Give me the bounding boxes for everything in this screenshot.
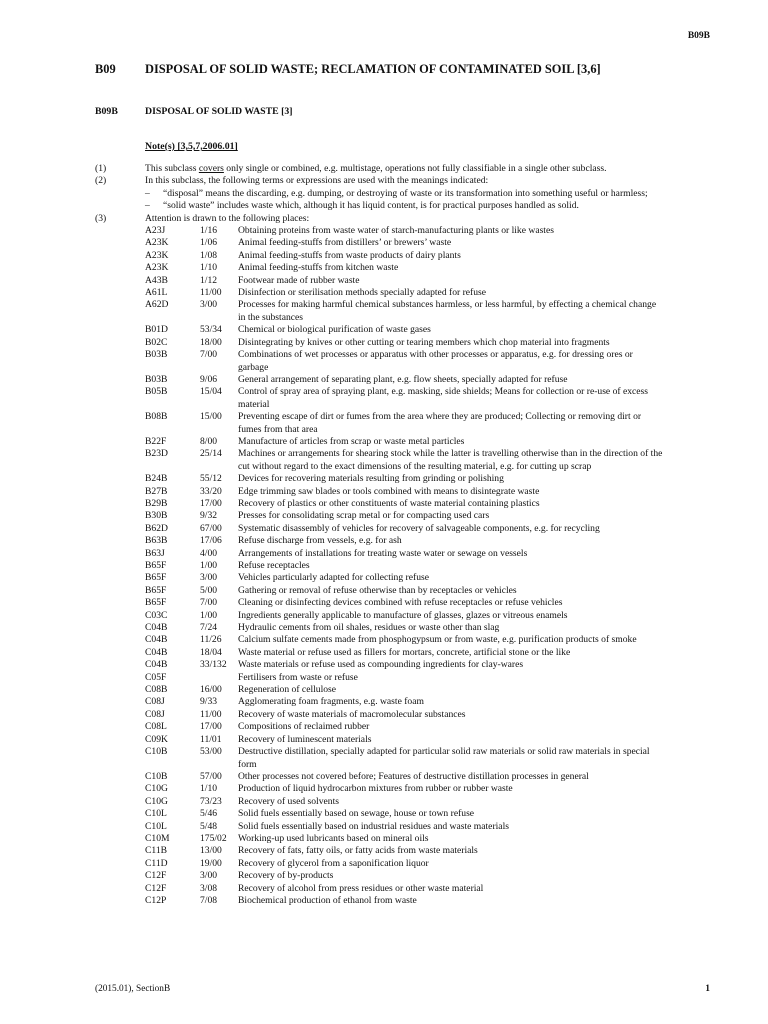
reference-group: 1/12: [200, 274, 218, 286]
reference-group-cell: [179, 262, 238, 274]
reference-symbol: B08B: [145, 411, 168, 423]
reference-symbol: C11D: [145, 857, 168, 869]
reference-description: Refuse receptacles: [238, 560, 310, 571]
reference-table: [145, 225, 665, 907]
reference-row: [145, 560, 665, 572]
reference-group: 5/00: [200, 584, 218, 596]
reference-row: [145, 299, 665, 324]
reference-symbol: C10B: [145, 770, 168, 782]
reference-group: 5/48: [200, 820, 218, 832]
reference-group-cell: [179, 647, 238, 659]
reference-symbol: B29B: [145, 497, 168, 509]
reference-row: [145, 448, 665, 473]
reference-group: 18/04: [200, 646, 222, 658]
reference-row: [145, 610, 665, 622]
reference-row: [145, 696, 665, 708]
reference-description: Regeneration of cellulose: [238, 684, 337, 696]
reference-group-cell: [179, 610, 238, 622]
reference-group: 1/00: [200, 609, 218, 621]
reference-symbol: B05B: [145, 386, 168, 398]
reference-row: [145, 647, 665, 659]
page-header-code: B09B: [687, 31, 710, 41]
reference-group: 175/02: [200, 832, 227, 844]
reference-description: Disinfection or sterilisation methods specially adapted for refuse: [238, 287, 487, 299]
reference-group: 17/06: [200, 535, 222, 547]
reference-description: Recovery of used solvents: [238, 795, 339, 807]
reference-group: 17/00: [200, 721, 222, 733]
reference-group-cell: [179, 721, 238, 733]
reference-row: [145, 535, 665, 547]
reference-group: 11/01: [200, 733, 222, 745]
reference-group-cell: [179, 324, 238, 336]
reference-row: [145, 473, 665, 485]
note-text: In this subclass, the following terms or expressions are used with the meanings indicated:: [145, 175, 489, 187]
reference-description: Animal feeding-stuffs from distillers’ or brewers’ waste: [238, 237, 452, 249]
reference-symbol: C12F: [145, 882, 167, 894]
reference-row: [145, 808, 665, 820]
reference-group-cell: [179, 548, 238, 560]
reference-group: 11/00: [200, 287, 222, 299]
reference-symbol: C08L: [145, 721, 167, 733]
reference-description: Solid fuels essentially based on industrial residues and waste materials: [238, 820, 509, 832]
reference-description: Recovery of glycerol from a saponification liquor: [238, 857, 429, 869]
reference-group: 7/00: [200, 597, 218, 609]
reference-symbol: A23J: [145, 225, 166, 237]
reference-group: 3/08: [200, 882, 218, 894]
reference-group-cell: [179, 250, 238, 262]
reference-symbol: C11B: [145, 845, 168, 857]
reference-group-cell: [179, 386, 238, 411]
reference-description: Other processes not covered before; Features of destructive distillation processes in general: [238, 770, 589, 782]
note-1: [95, 163, 715, 175]
note-number: (1): [95, 163, 107, 174]
reference-description: Refuse discharge from vessels, e.g. for ash: [238, 535, 402, 547]
reference-group-cell: [179, 709, 238, 721]
reference-row: [145, 225, 665, 237]
reference-symbol: C08B: [145, 684, 168, 696]
reference-row: [145, 734, 665, 746]
class-title: DISPOSAL OF SOLID WASTE; RECLAMATION OF CONTAMINATED SOIL [3,6]: [145, 62, 601, 76]
reference-row: [145, 275, 665, 287]
reference-group: 5/46: [200, 808, 218, 820]
reference-symbol: B03B: [145, 349, 168, 361]
reference-group-cell: [179, 845, 238, 857]
reference-description: Edge trimming saw blades or tools combined with means to disintegrate waste: [238, 485, 540, 497]
reference-symbol: C10B: [145, 746, 168, 758]
reference-row: [145, 498, 665, 510]
reference-group: 17/00: [200, 497, 222, 509]
reference-row: [145, 510, 665, 522]
reference-group: 33/132: [200, 659, 227, 671]
reference-group-cell: [179, 821, 238, 833]
reference-description: Manufacture of articles from scrap or waste metal particles: [238, 435, 465, 447]
reference-description: Processes for making harmful chemical substances harmless, or less harmful, by effecting a chemical change in the substances: [238, 299, 657, 323]
reference-symbol: C04B: [145, 659, 168, 671]
reference-group: 33/20: [200, 485, 222, 497]
reference-symbol: C10M: [145, 832, 170, 844]
reference-group: 18/00: [200, 336, 222, 348]
reference-group-cell: [179, 411, 238, 436]
reference-group: 16/00: [200, 684, 222, 696]
reference-row: [145, 349, 665, 374]
reference-row: [145, 523, 665, 535]
reference-symbol: A23K: [145, 249, 169, 261]
reference-description: Working-up used lubricants based on mineral oils: [238, 832, 429, 844]
reference-group-cell: [179, 597, 238, 609]
reference-group: 55/12: [200, 473, 222, 485]
reference-row: [145, 858, 665, 870]
class-heading: [95, 63, 601, 75]
reference-row: [145, 870, 665, 882]
reference-group-cell: [179, 734, 238, 746]
reference-row: [145, 386, 665, 411]
reference-symbol: C10G: [145, 783, 168, 795]
reference-symbol: B65F: [145, 584, 167, 596]
reference-description: Chemical or biological purification of waste gases: [238, 324, 431, 336]
note-keyword: covers: [198, 163, 224, 174]
reference-group: 73/23: [200, 795, 222, 807]
definition-text: “disposal” means the discarding, e.g. dumping, or destroying of waste or its transformation into something useful or harmless;: [163, 187, 648, 199]
reference-symbol: B65F: [145, 572, 167, 584]
reference-description: Vehicles particularly adapted for collecting refuse: [238, 572, 429, 584]
reference-symbol: C03C: [145, 609, 168, 621]
reference-group-cell: [179, 486, 238, 498]
reference-row: [145, 721, 665, 733]
reference-group: 67/00: [200, 522, 222, 534]
reference-row: [145, 250, 665, 262]
reference-row: [145, 324, 665, 336]
subclass-title: DISPOSAL OF SOLID WASTE [3]: [145, 106, 293, 117]
reference-description: Hydraulic cements from oil shales, residues or waste other than slag: [238, 622, 500, 634]
reference-group-cell: [179, 498, 238, 510]
note-text: Attention is drawn to the following places:: [145, 212, 310, 224]
reference-row: [145, 833, 665, 845]
reference-description: Disintegrating by knives or other cutting or tearing members which chop material into fragments: [238, 336, 610, 348]
reference-description: Recovery of waste materials of macromolecular substances: [238, 708, 466, 720]
reference-row: [145, 374, 665, 386]
subclass-code: B09B: [95, 106, 118, 117]
definition-text: “solid waste” includes waste which, although it has liquid content, is for practical purposes handled as solid.: [163, 200, 579, 212]
reference-description: Ingredients generally applicable to manufacture of glasses, glazes or vitreous enamels: [238, 609, 568, 621]
reference-row: [145, 585, 665, 597]
reference-group: 1/00: [200, 560, 218, 571]
reference-group: 4/00: [200, 547, 218, 559]
reference-symbol: B63B: [145, 535, 168, 547]
reference-description: Preventing escape of dirt or fumes from the area where they are produced; Collecting or removing dirt or fumes from that area: [238, 411, 642, 435]
note-number: (3): [95, 212, 107, 224]
reference-group-cell: [179, 237, 238, 249]
reference-group-cell: [179, 572, 238, 584]
reference-group: 3/00: [200, 572, 218, 584]
reference-group: 15/00: [200, 411, 222, 423]
reference-symbol: B24B: [145, 473, 168, 485]
reference-group-cell: [179, 895, 238, 907]
reference-description: Animal feeding-stuffs from kitchen waste: [238, 262, 399, 274]
reference-description: Systematic disassembly of vehicles for recovery of salvageable components, e.g. for recycling: [238, 522, 600, 534]
reference-group: 3/00: [200, 299, 218, 311]
reference-group: 9/32: [200, 510, 218, 522]
reference-group: 7/08: [200, 894, 218, 906]
reference-group-cell: [179, 696, 238, 708]
reference-group: 7/24: [200, 622, 218, 634]
reference-row: [145, 486, 665, 498]
reference-description: Cleaning or disinfecting devices combined with refuse receptacles or refuse vehicles: [238, 597, 563, 609]
reference-group: 1/10: [200, 783, 218, 795]
reference-row: [145, 783, 665, 795]
reference-group-cell: [179, 883, 238, 895]
note-number: (2): [95, 175, 107, 187]
reference-group: 1/06: [200, 237, 218, 249]
reference-group-cell: [179, 287, 238, 299]
reference-row: [145, 672, 665, 684]
reference-group-cell: [179, 299, 238, 324]
reference-group: 25/14: [200, 448, 222, 460]
reference-group-cell: [179, 560, 238, 572]
reference-description: Devices for recovering materials resulting from grinding or polishing: [238, 473, 504, 485]
subclass-heading: [95, 106, 293, 118]
reference-group: 53/00: [200, 746, 222, 758]
reference-group-cell: [179, 833, 238, 845]
reference-group-cell: [179, 535, 238, 547]
reference-symbol: A61L: [145, 287, 168, 299]
reference-symbol: B62D: [145, 522, 168, 534]
footer-page-number: 1: [705, 984, 710, 994]
reference-description: Solid fuels essentially based on sewage, house or town refuse: [238, 808, 475, 820]
reference-description: Recovery of by-products: [238, 870, 334, 882]
footer-edition: (2015.01), SectionB: [95, 984, 171, 994]
reference-description: Machines or arrangements for shearing stock while the latter is travelling otherwise than in the direction of the cut without regard to the exact dimensions of the resulting material, e.g. for cutting up scrap: [238, 448, 663, 472]
reference-group: 9/33: [200, 696, 218, 708]
reference-group: 11/00: [200, 708, 222, 720]
reference-row: [145, 411, 665, 436]
reference-row: [145, 436, 665, 448]
reference-description: Gathering or removal of refuse otherwise than by receptacles or vehicles: [238, 584, 517, 596]
reference-description: Waste materials or refuse used as compounding ingredients for clay-wares: [238, 659, 524, 671]
reference-symbol: B27B: [145, 485, 168, 497]
reference-description: Compositions of reclaimed rubber: [238, 721, 370, 733]
reference-symbol: B65F: [145, 597, 167, 609]
reference-row: [145, 771, 665, 783]
reference-symbol: C08J: [145, 708, 165, 720]
reference-group-cell: [179, 510, 238, 522]
reference-description: Agglomerating foam fragments, e.g. waste foam: [238, 696, 424, 708]
reference-group-cell: [179, 436, 238, 448]
reference-table-body: [145, 225, 665, 907]
reference-symbol: A23K: [145, 237, 169, 249]
note-text: This subclass: [145, 163, 199, 174]
reference-description: Destructive distillation, specially adapted for particular solid raw materials or solid raw materials in special form: [238, 746, 650, 770]
reference-description: Recovery of luminescent materials: [238, 733, 372, 745]
reference-description: Control of spray area of spraying plant, e.g. masking, side shields; Means for collection or re-use of excess material: [238, 386, 649, 410]
reference-symbol: C04B: [145, 622, 168, 634]
reference-group-cell: [179, 771, 238, 783]
reference-row: [145, 746, 665, 771]
reference-description: Recovery of plastics or other constituents of waste material containing plastics: [238, 497, 540, 509]
reference-row: [145, 634, 665, 646]
reference-description: Footwear made of rubber waste: [238, 274, 360, 286]
reference-symbol: A23K: [145, 262, 169, 274]
reference-row: [145, 883, 665, 895]
dash-bullet: –: [145, 200, 150, 212]
reference-group-cell: [179, 808, 238, 820]
reference-group-cell: [179, 796, 238, 808]
reference-group: 19/00: [200, 857, 222, 869]
reference-row: [145, 684, 665, 696]
notes-title: Note(s) [3,5,7,2006.01]: [145, 141, 238, 152]
reference-symbol: B02C: [145, 336, 168, 348]
reference-row: [145, 237, 665, 249]
reference-row: [145, 622, 665, 634]
reference-group-cell: [179, 672, 238, 684]
reference-group-cell: [179, 337, 238, 349]
reference-group-cell: [179, 684, 238, 696]
reference-symbol: C04B: [145, 634, 168, 646]
reference-group: 3/00: [200, 870, 218, 882]
reference-group-cell: [179, 448, 238, 473]
reference-symbol: C10G: [145, 795, 168, 807]
reference-description: Arrangements of installations for treating waste water or sewage on vessels: [238, 547, 528, 559]
reference-row: [145, 287, 665, 299]
reference-description: Presses for consolidating scrap metal or for compacting used cars: [238, 510, 490, 522]
reference-row: [145, 337, 665, 349]
reference-symbol: B63J: [145, 547, 165, 559]
reference-description: Animal feeding-stuffs from waste products of dairy plants: [238, 249, 461, 261]
reference-group-cell: [179, 225, 238, 237]
reference-symbol: C10L: [145, 820, 167, 832]
reference-description: Fertilisers from waste or refuse: [238, 671, 358, 683]
reference-row: [145, 597, 665, 609]
reference-row: [145, 262, 665, 274]
note-text: only single or combined, e.g. multistage, operations not fully classifiable in a single other subclass.: [223, 163, 607, 174]
reference-row: [145, 548, 665, 560]
reference-group-cell: [179, 622, 238, 634]
reference-row: [145, 709, 665, 721]
reference-group: 1/16: [200, 225, 218, 237]
class-code: B09: [95, 62, 116, 76]
definition-item: [145, 188, 715, 200]
reference-symbol: B65F: [145, 560, 167, 571]
reference-description: Combinations of wet processes or apparatus with other processes or apparatus, e.g. for dressing ores or garbage: [238, 349, 633, 373]
reference-symbol: C12P: [145, 894, 167, 906]
reference-description: General arrangement of separating plant, e.g. flow sheets, specially adapted for refuse: [238, 373, 568, 385]
note-2: [95, 175, 715, 212]
reference-group-cell: [179, 634, 238, 646]
reference-group-cell: [179, 746, 238, 771]
reference-group: 1/08: [200, 249, 218, 261]
reference-description: Recovery of fats, fatty oils, or fatty acids from waste materials: [238, 845, 478, 857]
reference-group-cell: [179, 523, 238, 535]
reference-symbol: C05F: [145, 671, 167, 683]
reference-group-cell: [179, 585, 238, 597]
reference-row: [145, 572, 665, 584]
reference-row: [145, 821, 665, 833]
reference-description: Biochemical production of ethanol from waste: [238, 894, 417, 906]
reference-group: 1/10: [200, 262, 218, 274]
dash-bullet: –: [145, 187, 150, 199]
reference-group-cell: [179, 275, 238, 287]
reference-symbol: A62D: [145, 299, 169, 311]
reference-symbol: B01D: [145, 324, 168, 336]
reference-symbol: B03B: [145, 373, 168, 385]
definition-item: [145, 200, 715, 212]
reference-description: Recovery of alcohol from press residues or other waste material: [238, 882, 484, 894]
reference-symbol: A43B: [145, 274, 168, 286]
reference-group: 15/04: [200, 386, 222, 398]
reference-description: Calcium sulfate cements made from phosphogypsum or from waste, e.g. purification products of smoke: [238, 634, 637, 646]
reference-row: [145, 895, 665, 907]
reference-row: [145, 845, 665, 857]
reference-group: 13/00: [200, 845, 222, 857]
reference-group-cell: [179, 659, 238, 671]
reference-symbol: C04B: [145, 646, 168, 658]
reference-group-cell: [179, 858, 238, 870]
reference-row: [145, 659, 665, 671]
reference-symbol: C08J: [145, 696, 165, 708]
reference-description: Obtaining proteins from waste water of starch-manufacturing plants or like wastes: [238, 225, 554, 237]
reference-group: 11/26: [200, 634, 222, 646]
note-3: [95, 213, 715, 225]
reference-symbol: B30B: [145, 510, 168, 522]
reference-group: 7/00: [200, 349, 218, 361]
reference-description: Production of liquid hydrocarbon mixtures from rubber or rubber waste: [238, 783, 513, 795]
reference-group-cell: [179, 349, 238, 374]
reference-symbol: B23D: [145, 448, 168, 460]
reference-row: [145, 796, 665, 808]
reference-symbol: C09K: [145, 733, 168, 745]
reference-group: 57/00: [200, 770, 222, 782]
reference-symbol: C10L: [145, 808, 167, 820]
reference-group: 53/34: [200, 324, 222, 336]
reference-group-cell: [179, 473, 238, 485]
reference-group-cell: [179, 870, 238, 882]
reference-group-cell: [179, 783, 238, 795]
notes-section: [95, 163, 715, 907]
reference-description: Waste material or refuse used as fillers for mortars, concrete, artificial stone or the like: [238, 646, 571, 658]
reference-symbol: C12F: [145, 870, 167, 882]
reference-symbol: B22F: [145, 435, 167, 447]
reference-group-cell: [179, 374, 238, 386]
reference-group: 8/00: [200, 435, 218, 447]
reference-group: 9/06: [200, 373, 218, 385]
